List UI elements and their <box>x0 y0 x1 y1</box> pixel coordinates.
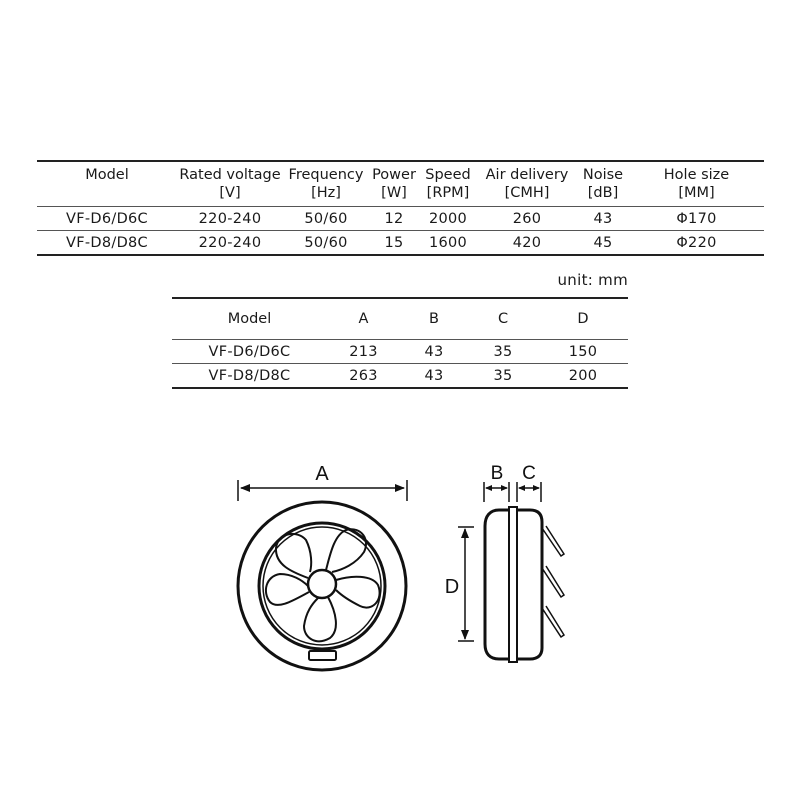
cell-c: 35 <box>468 340 538 364</box>
cell-frequency: 50/60 <box>283 231 369 256</box>
cell-c: 35 <box>468 364 538 389</box>
unit-label: unit: mm <box>557 271 628 289</box>
cell-a: 263 <box>327 364 400 389</box>
header-noise: Noise [dB] <box>582 167 624 201</box>
cell-speed: 1600 <box>419 231 477 256</box>
cell-noise: 45 <box>577 231 629 256</box>
header-rated-voltage: Rated voltage [V] <box>179 167 281 201</box>
header-model: Model <box>85 167 129 183</box>
header-a: A <box>358 311 369 327</box>
dimension-label-c: C <box>522 463 536 484</box>
cell-d: 150 <box>538 340 628 364</box>
cell-voltage: 220-240 <box>177 231 283 256</box>
cell-model: VF-D8/D8C <box>37 231 177 256</box>
header-frequency: Frequency [Hz] <box>288 167 364 201</box>
cell-noise: 43 <box>577 207 629 231</box>
cell-frequency: 50/60 <box>283 207 369 231</box>
dimension-label-d: D <box>444 576 460 598</box>
cell-d: 200 <box>538 364 628 389</box>
header-hole-size: Hole size [MM] <box>663 167 730 201</box>
cell-hole-size: Φ170 <box>629 207 764 231</box>
cell-b: 43 <box>400 340 468 364</box>
cell-air-delivery: 420 <box>477 231 577 256</box>
cell-model: VF-D6/D6C <box>37 207 177 231</box>
header-b: B <box>429 311 439 327</box>
cell-model: VF-D6/D6C <box>172 340 327 364</box>
cell-model: VF-D8/D8C <box>172 364 327 389</box>
dimension-label-a: A <box>315 463 329 485</box>
header-air-delivery: Air delivery [CMH] <box>485 167 569 201</box>
cell-power: 12 <box>369 207 419 231</box>
header-power: Power [W] <box>372 167 416 201</box>
header-speed: Speed [RPM] <box>425 167 471 201</box>
header-model: Model <box>227 311 272 327</box>
header-c: C <box>497 311 509 327</box>
cell-power: 15 <box>369 231 419 256</box>
cell-speed: 2000 <box>419 207 477 231</box>
cell-air-delivery: 260 <box>477 207 577 231</box>
cell-voltage: 220-240 <box>177 207 283 231</box>
header-d: D <box>577 311 589 327</box>
cell-hole-size: Φ220 <box>629 231 764 256</box>
cell-a: 213 <box>327 340 400 364</box>
dimension-label-b: B <box>490 463 504 484</box>
cell-b: 43 <box>400 364 468 389</box>
